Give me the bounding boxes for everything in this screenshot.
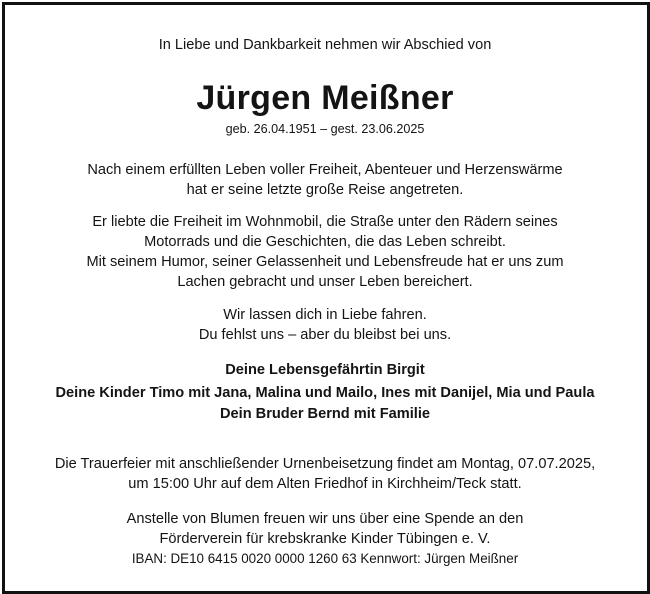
paragraph1-line: Nach einem erfüllten Leben voller Freiheit, Abenteuer und Herzenswärme	[87, 162, 563, 178]
mourner-line: Dein Bruder Bernd mit Familie	[219, 406, 431, 422]
mourner-line: Deine Kinder Timo mit Jana, Malina und Mailo, Ines mit Danijel, Mia und Paula	[55, 385, 595, 401]
intro-line: In Liebe und Dankbarkeit nehmen wir Abschied von	[158, 37, 492, 53]
paragraph2-line: Lachen gebracht und unser Leben bereichert.	[177, 274, 473, 290]
paragraph2-line: Mit seinem Humor, seiner Gelassenheit und Lebensfreude hat er uns zum	[86, 254, 564, 270]
paragraph2-line: Er liebte die Freiheit im Wohnmobil, die Straße unter den Rädern seines	[92, 214, 558, 230]
donation-line: Anstelle von Blumen freuen wir uns über eine Spende an den	[126, 511, 524, 527]
ceremony-line: um 15:00 Uhr auf dem Alten Friedhof in Kirchheim/Teck statt.	[128, 476, 522, 492]
ceremony-line: Die Trauerfeier mit anschließender Urnenbeisetzung findet am Montag, 07.07.2025,	[54, 456, 596, 472]
farewell-line: Du fehlst uns – aber du bleibst bei uns.	[198, 327, 452, 343]
donation-bank-line: IBAN: DE10 6415 0020 0000 1260 63 Kennwort: Jürgen Meißner	[131, 551, 519, 566]
life-dates: geb. 26.04.1951 – gest. 23.06.2025	[225, 122, 425, 136]
deceased-name: Jürgen Meißner	[196, 79, 454, 117]
donation-line: Förderverein für krebskranke Kinder Tübingen e. V.	[159, 531, 491, 547]
mourner-line: Deine Lebensgefährtin Birgit	[225, 362, 425, 378]
paragraph2-line: Motorrads und die Geschichten, die das Leben schreibt.	[144, 234, 506, 250]
paragraph1-line: hat er seine letzte große Reise angetreten.	[186, 182, 464, 198]
farewell-line: Wir lassen dich in Liebe fahren.	[223, 307, 427, 323]
